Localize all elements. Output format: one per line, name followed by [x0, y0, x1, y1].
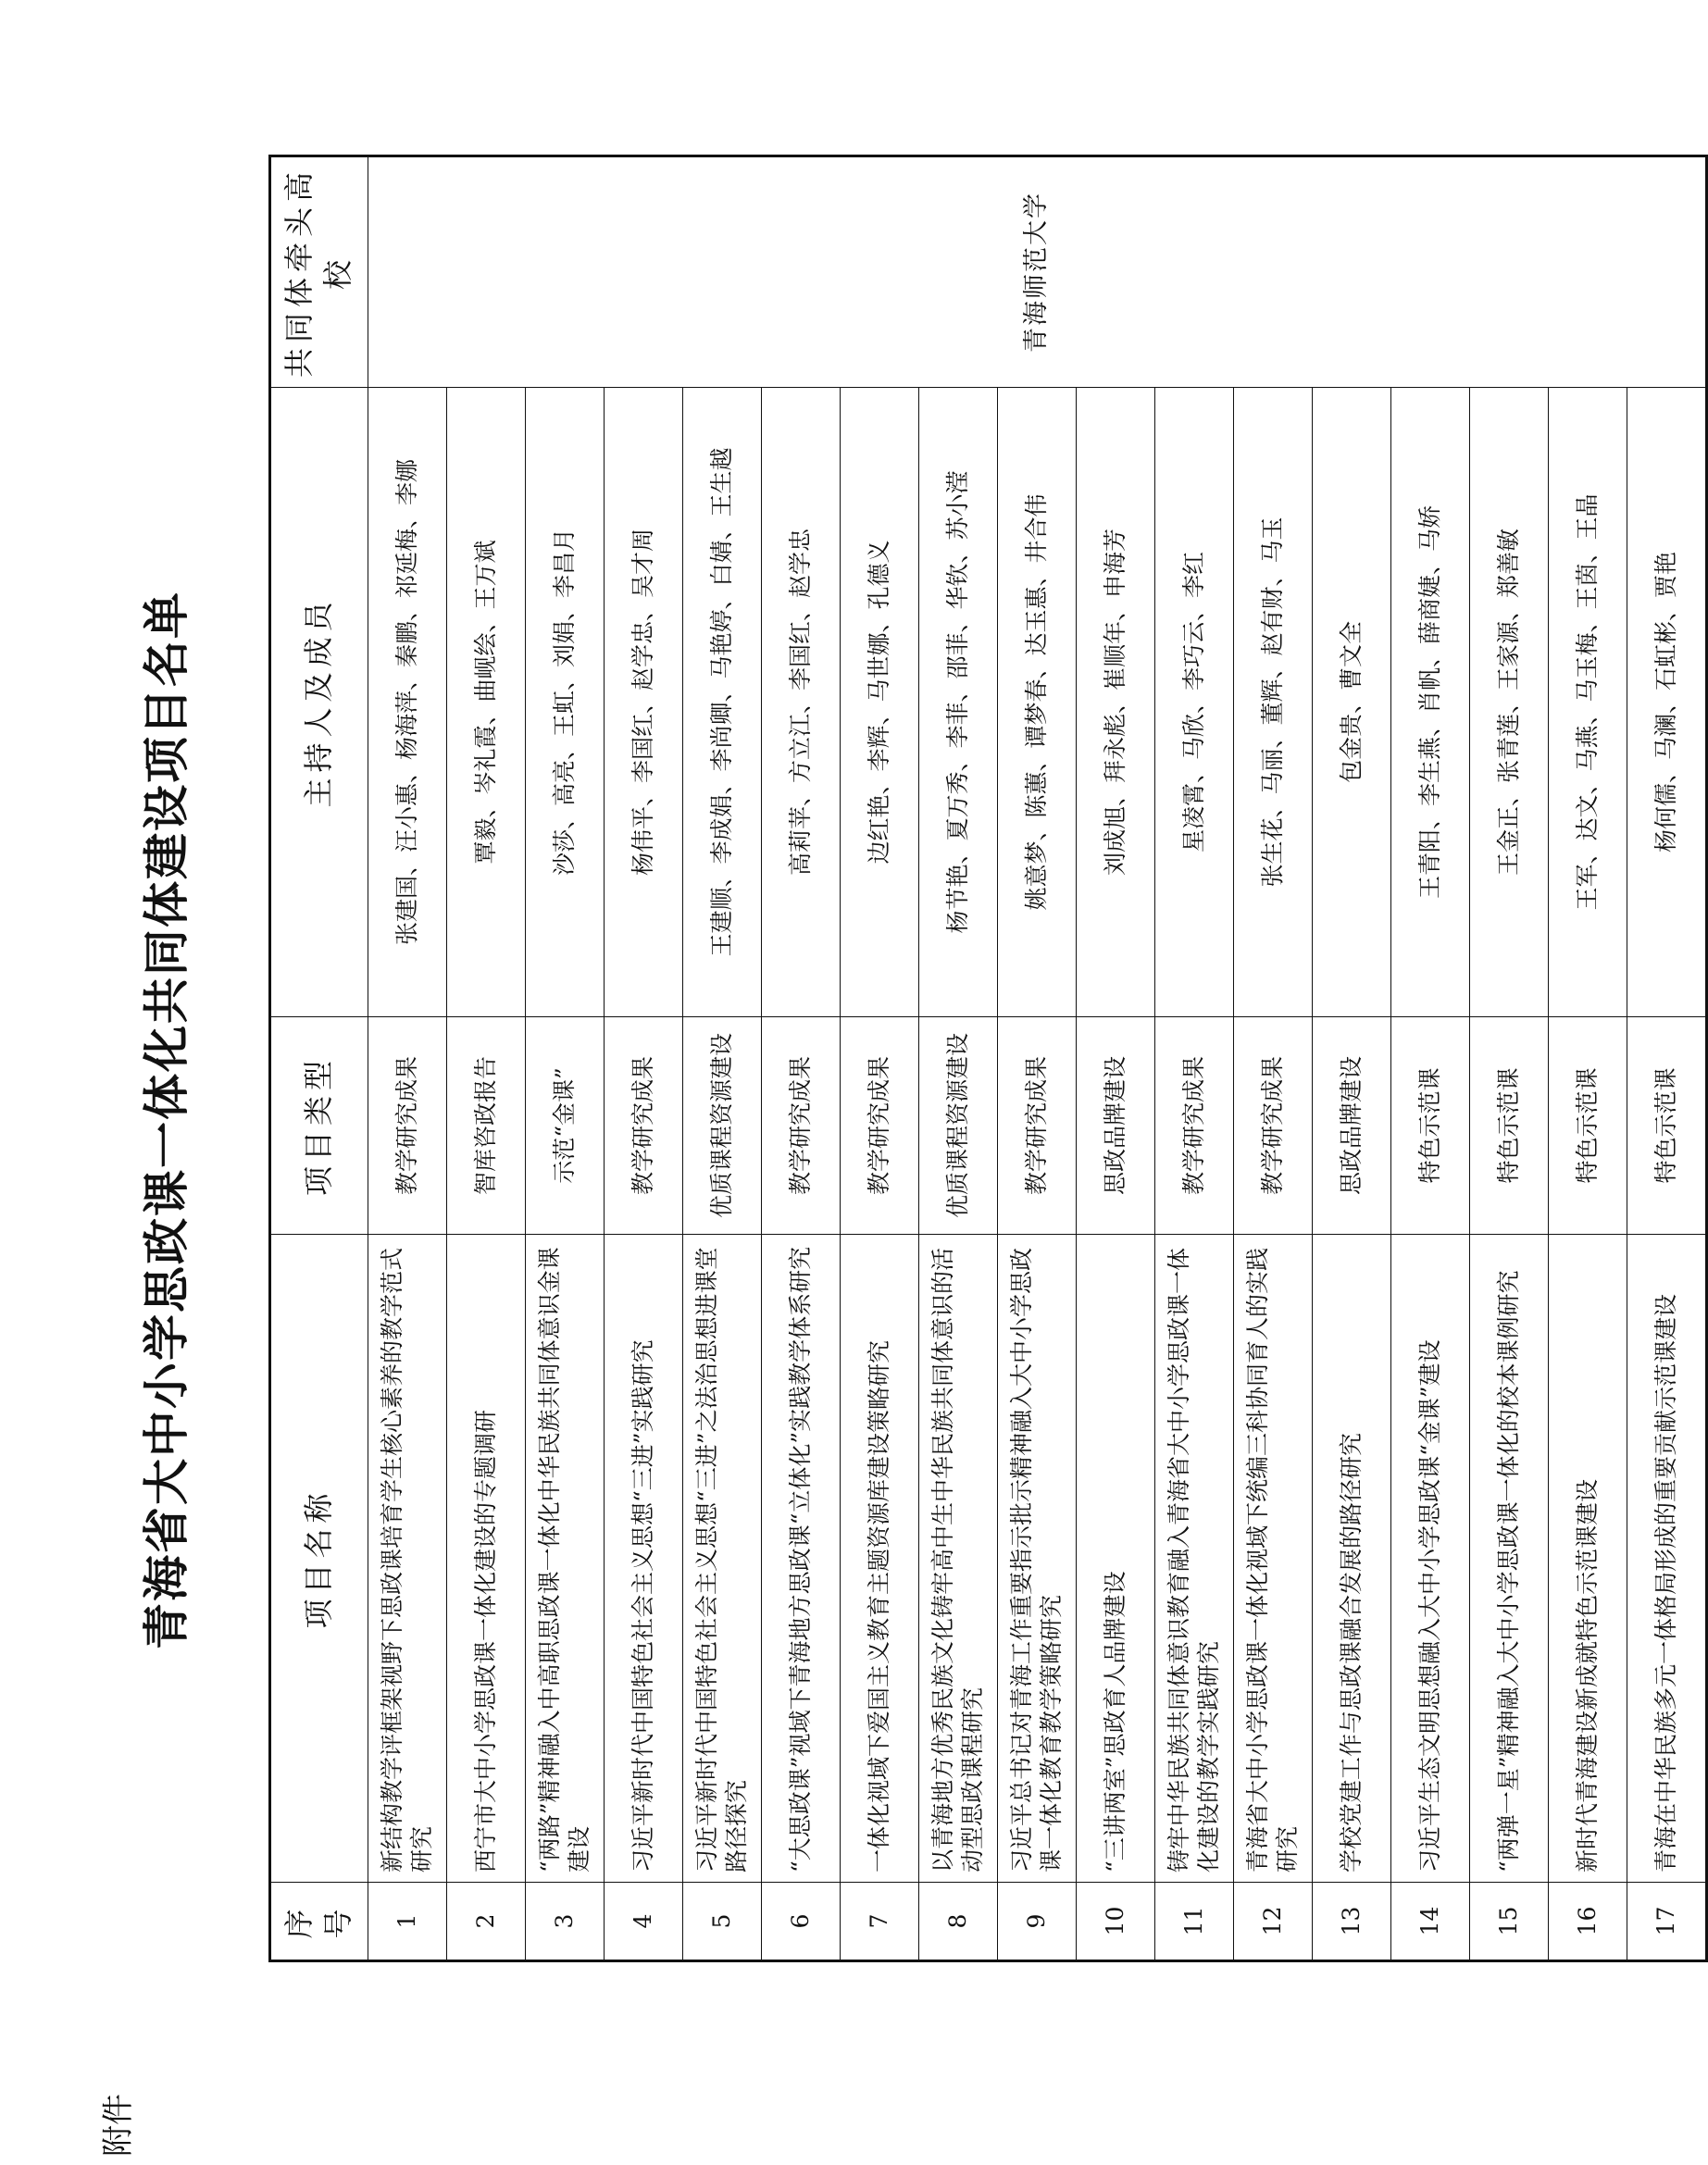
row-num: 7 — [841, 1883, 919, 1961]
row-type: 教学研究成果 — [1155, 1017, 1234, 1235]
row-members: 刘成旭、拜永彪、崔顺年、申海芳 — [1077, 388, 1155, 1017]
row-name: “两弹一星”精神融入大中小学思政课一体化的校本课例研究 — [1470, 1235, 1549, 1883]
row-name: “三讲两室”思政育人品牌建设 — [1077, 1235, 1155, 1883]
row-num: 16 — [1549, 1883, 1627, 1961]
row-members: 姚意梦、陈蕙、谭梦春、达玉惠、井合伟 — [998, 388, 1077, 1017]
row-members: 杨节艳、夏万秀、李菲、邵菲、华钦、苏小滢 — [919, 388, 998, 1017]
row-type: 教学研究成果 — [998, 1017, 1077, 1235]
row-type: 思政品牌建设 — [1313, 1017, 1391, 1235]
row-name: 学校党建工作与思政课融合发展的路径研究 — [1313, 1235, 1391, 1883]
row-num: 5 — [683, 1883, 762, 1961]
row-name: 以青海地方优秀民族文化铸牢高中生中华民族共同体意识的活动型思政课程研究 — [919, 1235, 998, 1883]
row-name: 习近平新时代中国特色社会主义思想“三进”之法治思想进课堂路径探究 — [683, 1235, 762, 1883]
row-num: 17 — [1627, 1883, 1707, 1961]
row-type: 思政品牌建设 — [1077, 1017, 1155, 1235]
row-members: 王建顺、李成娟、李尚卿、马艳婷、白婧、王生越 — [683, 388, 762, 1017]
row-type: 优质课程资源建设 — [919, 1017, 998, 1235]
row-name: “两路”精神融入中高职思政课一体化中华民族共同体意识金课建设 — [526, 1235, 605, 1883]
row-type: 特色示范课 — [1627, 1017, 1707, 1235]
row-members: 王军、达文、马燕、马玉梅、王茵、王晶 — [1549, 388, 1627, 1017]
header-type: 项目类型 — [270, 1017, 368, 1235]
row-members: 边红艳、李辉、马世娜、孔德义 — [841, 388, 919, 1017]
row-num: 9 — [998, 1883, 1077, 1961]
row-members: 王青阳、李生燕、肖帆、薛商婕、马娇 — [1391, 388, 1470, 1017]
row-name: 新时代青海建设新成就特色示范课建设 — [1549, 1235, 1627, 1883]
row-type: 智库咨政报告 — [447, 1017, 526, 1235]
row-name: “大思政课”视域下青海地方思政课“立体化”实践教学体系研究 — [762, 1235, 841, 1883]
row-type: 教学研究成果 — [605, 1017, 683, 1235]
header-members: 主持人及成员 — [270, 388, 368, 1017]
row-name: 青海省大中小学思政课一体化视域下统编三科协同育人的实践研究 — [1234, 1235, 1313, 1883]
table-row — [998, 156, 1077, 1961]
table-row — [1627, 156, 1707, 1961]
table-row — [1470, 156, 1549, 1961]
document-title: 青海省大中小学思政课一体化共同体建设项目名单 — [139, 591, 193, 1649]
header-lead: 共同体牵头高校 — [270, 156, 368, 388]
row-type: 特色示范课 — [1391, 1017, 1470, 1235]
row-members: 沙莎、高亮、王虹、刘娟、李昌月 — [526, 388, 605, 1017]
table-header-row — [270, 156, 368, 1961]
row-num: 6 — [762, 1883, 841, 1961]
row-name: 铸牢中华民族共同体意识教育融入青海省大中小学思政课一体化建设的教学实践研究 — [1155, 1235, 1234, 1883]
row-type: 教学研究成果 — [368, 1017, 447, 1235]
table-row — [1313, 156, 1391, 1961]
row-members: 张生花、马丽、董辉、赵有财、马玉 — [1234, 388, 1313, 1017]
row-type: 特色示范课 — [1549, 1017, 1627, 1235]
rotated-page — [37, 65, 1679, 2157]
row-name: 习近平生态文明思想融入大中小学思政课“金课”建设 — [1391, 1235, 1470, 1883]
row-num: 3 — [526, 1883, 605, 1961]
row-members: 覃毅、岑礼霞、曲岘绘、王万斌 — [447, 388, 526, 1017]
table-row — [1391, 156, 1470, 1961]
table-row — [605, 156, 683, 1961]
lead-school: 青海师范大学 — [368, 156, 1707, 388]
row-type: 示范“金课” — [526, 1017, 605, 1235]
row-num: 1 — [368, 1883, 447, 1961]
table-row — [368, 156, 447, 1961]
header-name: 项目名称 — [270, 1235, 368, 1883]
row-num: 13 — [1313, 1883, 1391, 1961]
row-members: 包金贵、曹文全 — [1313, 388, 1391, 1017]
table-row — [447, 156, 526, 1961]
table-row — [1155, 156, 1234, 1961]
row-num: 8 — [919, 1883, 998, 1961]
row-type: 教学研究成果 — [841, 1017, 919, 1235]
row-num: 11 — [1155, 1883, 1234, 1961]
table-row — [1077, 156, 1155, 1961]
row-members: 张建国、汪小惠、杨海萍、秦鹏、祁延梅、李娜 — [368, 388, 447, 1017]
table-row — [683, 156, 762, 1961]
row-num: 4 — [605, 1883, 683, 1961]
row-num: 15 — [1470, 1883, 1549, 1961]
table-row — [1234, 156, 1313, 1961]
table-row — [919, 156, 998, 1961]
row-num: 12 — [1234, 1883, 1313, 1961]
table-row — [526, 156, 605, 1961]
row-name: 习近平新时代中国特色社会主义思想“三进”实践研究 — [605, 1235, 683, 1883]
row-num: 10 — [1077, 1883, 1155, 1961]
row-name: 西宁市大中小学思政课一体化建设的专题调研 — [447, 1235, 526, 1883]
row-name: 一体化视域下爱国主义教育主题资源库建设策略研究 — [841, 1235, 919, 1883]
header-num: 序号 — [270, 1883, 368, 1961]
row-members: 杨伟平、李国红、赵学忠、吴才周 — [605, 388, 683, 1017]
project-table — [268, 155, 1708, 1962]
row-members: 高莉苹、方立江、李国红、赵学忠 — [762, 388, 841, 1017]
row-name: 新结构教学评框架视野下思政课培育学生核心素养的教学范式研究 — [368, 1235, 447, 1883]
table-row — [1549, 156, 1627, 1961]
row-members: 杨何儒、马澜、石虹彬、贾艳 — [1627, 388, 1707, 1017]
row-type: 教学研究成果 — [762, 1017, 841, 1235]
table-row — [762, 156, 841, 1961]
row-type: 教学研究成果 — [1234, 1017, 1313, 1235]
row-name: 青海在中华民族多元一体格局形成的重要贡献示范课建设 — [1627, 1235, 1707, 1883]
row-type: 特色示范课 — [1470, 1017, 1549, 1235]
row-num: 2 — [447, 1883, 526, 1961]
attachment-label: 附件 — [100, 2094, 137, 2157]
table-row — [841, 156, 919, 1961]
row-num: 14 — [1391, 1883, 1470, 1961]
row-members: 星凌霄、马欣、李巧云、李红 — [1155, 388, 1234, 1017]
row-type: 优质课程资源建设 — [683, 1017, 762, 1235]
row-name: 习近平总书记对青海工作重要指示批示精神融入大中小学思政课一体化教育教学策略研究 — [998, 1235, 1077, 1883]
row-members: 王金正、张青莲、王家源、郑善敏 — [1470, 388, 1549, 1017]
